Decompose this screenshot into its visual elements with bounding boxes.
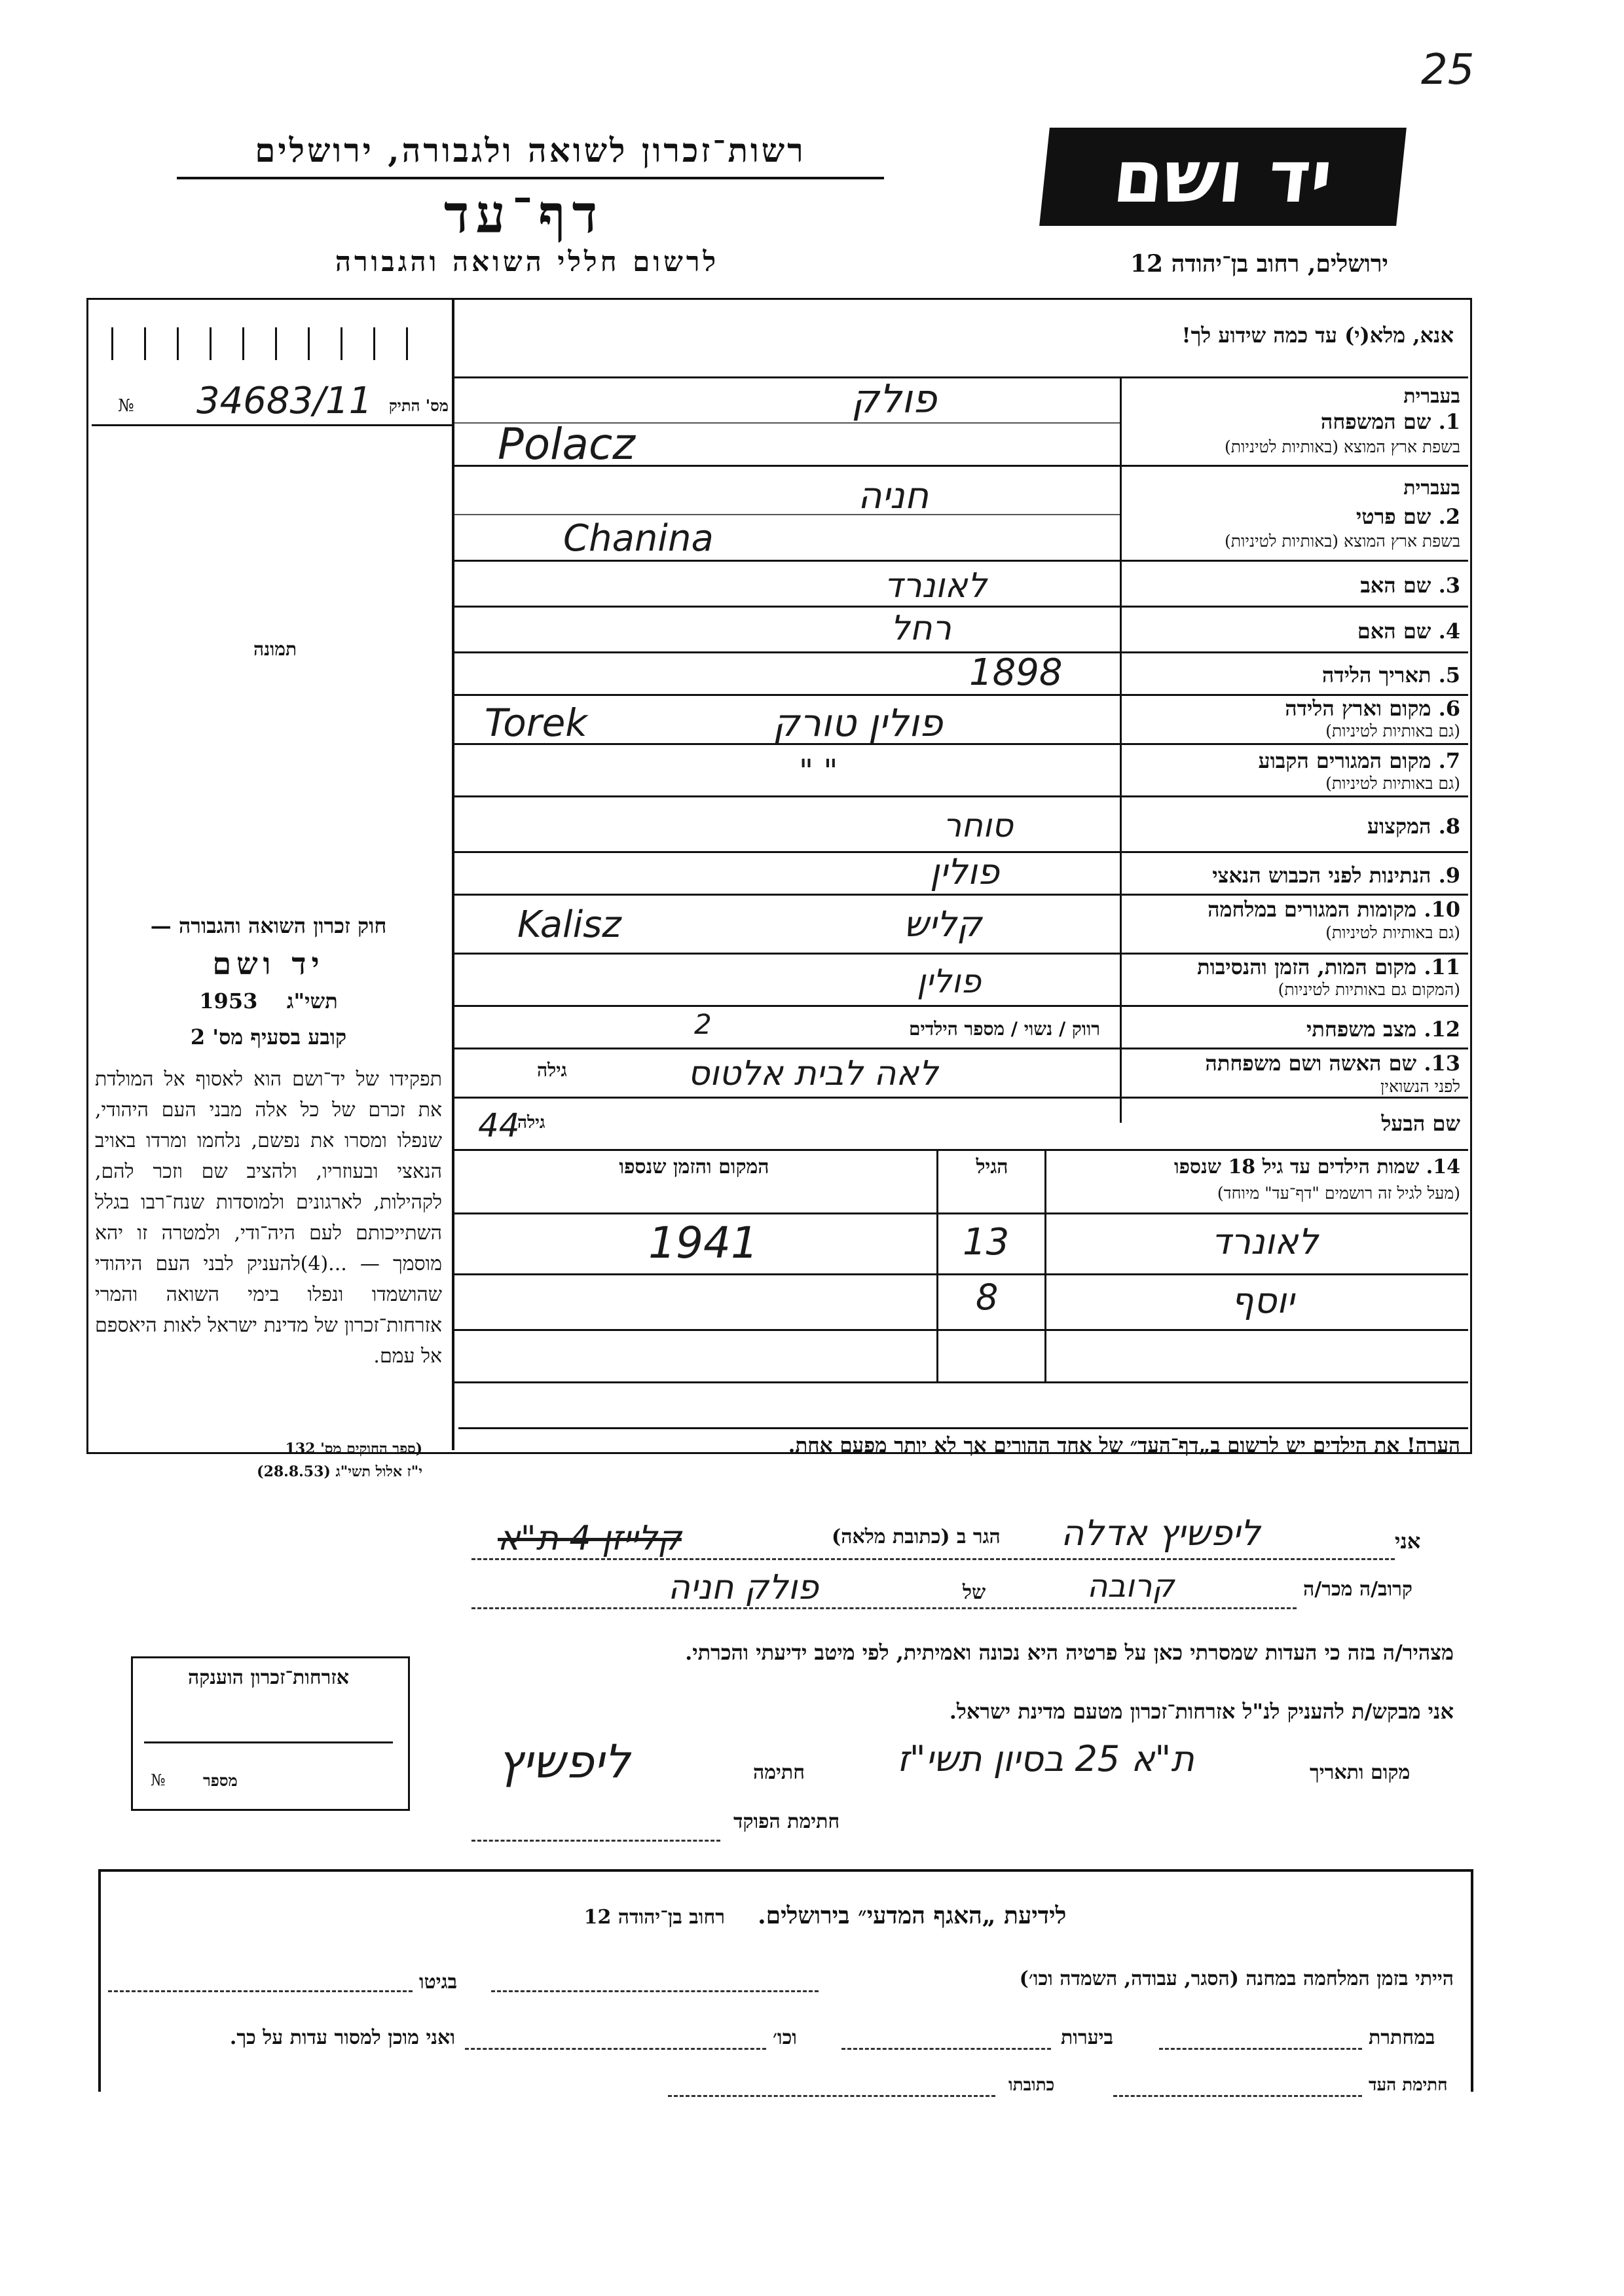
decl-address-value[interactable]: קלייזן 4 ת"א (498, 1519, 682, 1558)
row-line (454, 795, 1468, 797)
form-subtitle: לרשום חללי השואה והגבורה (335, 246, 720, 278)
field-2-sub: בשפת ארץ המוצא (באותיות לטיניות) (1225, 532, 1460, 551)
field-2-label-text: שם פרטי (1356, 504, 1431, 529)
bottom-line2-d: ואני מוכן למסור עדות על כך. (229, 2026, 455, 2049)
top-instruction: אנא, מלא(י) עד כמה שידוע לך! (1181, 323, 1454, 348)
citizenship-number-label: מספר (203, 1771, 238, 1790)
bottom-line2-c: וכו׳ (773, 2026, 797, 2049)
field-7-sub: (גם באותיות לטיניות) (1325, 774, 1460, 793)
law-box-section: קובע בסעיף מס' 2 (190, 1025, 347, 1049)
field-5-label-text: תאריך הלידה (1321, 663, 1431, 687)
decl-name-value[interactable]: ליפשיץ אדלה (1061, 1512, 1261, 1554)
field-8-label-text: המקצוע (1367, 814, 1431, 839)
field-2-value-hebrew[interactable]: חניה (858, 475, 929, 517)
law-box-source: (ספר החוקים מס' 132 (285, 1440, 422, 1457)
child-1-place[interactable]: 1941 (648, 1218, 758, 1268)
bottom-line2-field2 (841, 2048, 1051, 2050)
decl-place-date-label: מקום ותאריך (1310, 1761, 1411, 1784)
field-3-label (1120, 573, 1460, 598)
field-1-sub: בשפת ארץ המוצא (באותיות לטיניות) (1225, 437, 1460, 456)
decl-line-1 (471, 1558, 1395, 1560)
field-6-sub: (גם באותיות לטיניות) (1325, 721, 1460, 740)
serial-label: מס' התיק (388, 396, 449, 415)
bottom-title-row (458, 1902, 1192, 1929)
children-num: 14. (1426, 1156, 1460, 1178)
children-label-text: שמות הילדים עד גיל 18 שנספו (1173, 1156, 1420, 1178)
decl-place-date-value[interactable]: ת"א 25 בסיון תשי"ז (897, 1738, 1194, 1779)
field-12-value[interactable]: 2 (694, 1008, 712, 1040)
right-column-divider (452, 298, 454, 1450)
bottom-line1-a: הייתי בזמן המלחמה במחנה (הסגר, עבודה, השמדה וכו׳) (1019, 1967, 1454, 1990)
decl-signature-value[interactable]: ליפשיץ (498, 1735, 631, 1789)
field-8-label (1120, 814, 1460, 839)
law-box-year-he: תשי"ג (286, 989, 338, 1013)
form-title: דף־עד (443, 183, 604, 245)
children-row-line (454, 1212, 1468, 1214)
field-1-value-latin[interactable]: Polacz (498, 419, 635, 469)
decl-official-label: חתימת הפוקד (733, 1810, 840, 1833)
field-5-label (1120, 663, 1460, 687)
children-row-line (454, 1273, 1468, 1275)
field-10-value-hebrew[interactable]: קליש (904, 903, 982, 945)
bottom-line3-field2 (668, 2095, 995, 2097)
law-box-date: י"ז אלול תשי"ג (28.8.53) (257, 1463, 422, 1480)
husband-value[interactable]: 44 (478, 1106, 520, 1144)
decl-of-label: של (963, 1581, 986, 1604)
field-9-label (1120, 863, 1460, 888)
children-row-line (454, 1329, 1468, 1331)
field-12-label-text: מצב משפחתי (1306, 1017, 1417, 1042)
serial-prefix: № (118, 396, 134, 416)
children-col-name (1044, 1149, 1046, 1381)
decl-of-value[interactable]: פולק חניה (668, 1568, 819, 1607)
field-7-value[interactable]: " " (799, 753, 838, 790)
citizenship-box-title: אזרחות־זכרון הוענקה (187, 1666, 350, 1689)
bottom-line2-a: במחתרת (1369, 2026, 1435, 2049)
row-line (454, 894, 1468, 896)
field-4-label-text: שם האם (1357, 619, 1431, 644)
decl-request: אני מבקש/ת להעניק לנ"ל אזרחות־זכרון מטעם מדינת ישראל. (949, 1699, 1454, 1724)
field-13-label-text: שם האשה ושם משפחתה (1205, 1051, 1417, 1076)
field-6-label-text: מקום וארץ הלידה (1285, 696, 1431, 721)
field-8-value[interactable]: סוחר (943, 807, 1013, 845)
law-box-year (92, 989, 445, 1013)
field-6-value-latin[interactable]: Torek (485, 701, 587, 745)
field-9-label-text: הנתינות לפני הכבוש הנאצי (1212, 863, 1431, 888)
field-12-num: 12. (1424, 1017, 1460, 1042)
field-4-num: 4. (1438, 619, 1460, 644)
decl-statement: מצהיר/ה בזה כי העדות שמסרתי כאן על פרטיה היא נכונה ואמיתית, לפי מיטב ידיעתי והכרתי. (685, 1640, 1454, 1665)
field-1-hebrew-tag: בעברית (1403, 385, 1460, 408)
row-line (454, 606, 1468, 608)
field-10-value-latin[interactable]: Kalisz (517, 903, 621, 946)
citizenship-prefix: № (151, 1771, 166, 1789)
serial-underline (92, 424, 452, 426)
photo-label: תמונה (253, 638, 297, 660)
field-11-sub: (המקום גם באותיות לטיניות) (1278, 980, 1460, 999)
child-1-age[interactable]: 13 (963, 1221, 1010, 1264)
child-2-age[interactable]: 8 (976, 1277, 999, 1318)
children-col-age (936, 1149, 938, 1381)
bottom-line2-field3 (465, 2048, 766, 2050)
child-2-name[interactable]: יוסף (1231, 1280, 1295, 1321)
field-9-num: 9. (1438, 863, 1460, 888)
field-10-sub: (גם באותיות לטיניות) (1325, 923, 1460, 942)
bottom-title: לידיעת „האגף המדעי״ בירושלים. (758, 1902, 1067, 1929)
header-address: ירושלים, רחוב בן־יהודה 12 (1130, 250, 1388, 278)
row-line (454, 376, 1468, 378)
bottom-right-edge (1471, 1869, 1473, 2092)
law-box-name: יד ושם (212, 946, 325, 981)
row-line (454, 743, 1468, 745)
field-13-sub: לפני הנשואין (1380, 1077, 1460, 1096)
husband-label: שם הבעל (1381, 1111, 1460, 1136)
child-1-name[interactable]: לאונרד (1211, 1221, 1319, 1262)
law-box-body: תפקידו של יד־ושם הוא לאסוף אל המולדת את זכרם של כל אלה מבני העם היהודי, שנפלו ומסרו את נפשם, נלחמו ומרדו באויב הנאצי ובעוזריו, ולהציב שם וזכר להם, לקהילות, לארגונים ולמוסדות שנח־רבו בגלל השתייכותם לעם היה־ודי, ולמטרה זו יהא מוסמך — ...(4)להעניק לבני העם היהודי שהושמדו ונפלו בימי השואה והמרי אזרחות־זכרון של מדינת ישראל לאות היאספם אל עמם. (95, 1068, 443, 1368)
field-13-num: 13. (1424, 1051, 1460, 1076)
field-1-value-hebrew[interactable]: פולק (851, 376, 937, 422)
field-4-label (1120, 619, 1460, 644)
logo (1039, 128, 1407, 226)
row-line (454, 1005, 1468, 1007)
field-2-hebrew-tag: בעברית (1403, 477, 1460, 500)
bottom-left-edge (98, 1869, 101, 2092)
note-top-line (458, 1427, 1468, 1429)
decl-i-label: אני (1395, 1529, 1421, 1554)
authority-underline (177, 177, 884, 179)
bottom-line1-field2 (108, 1990, 413, 1992)
row-line (454, 1048, 1468, 1049)
bottom-line2-b: ביערות (1061, 2026, 1114, 2049)
bottom-line1-b: בגיטו (419, 1971, 458, 1994)
serial-ticks (111, 327, 439, 360)
law-box-year-num: 1953 (199, 989, 258, 1013)
field-7-label-text: מקום המגורים הקבוע (1258, 748, 1431, 773)
decl-relative-label: קרוב/ה מכר/ה (1303, 1578, 1412, 1601)
decl-signature-label: חתימה (753, 1761, 805, 1784)
decl-line-2 (471, 1607, 1297, 1609)
logo-text: יד ושם (1109, 135, 1337, 219)
bottom-address: רחוב בן־יהודה 12 (583, 1906, 725, 1929)
field-13-label (1120, 1051, 1460, 1076)
field-10-num: 10. (1424, 897, 1460, 922)
field-10-label (1120, 897, 1460, 922)
decl-lives-label: הגר ב (כתובת מלאה) (832, 1525, 1001, 1548)
field-7-label (1120, 748, 1460, 773)
children-age-header: הגיל (976, 1156, 1008, 1178)
field-3-num: 3. (1438, 573, 1460, 598)
field-5-value[interactable]: 1898 (969, 651, 1063, 694)
field-2-label (1120, 504, 1460, 529)
bottom-line3-field1 (1113, 2095, 1362, 2097)
field-7-num: 7. (1438, 748, 1460, 773)
field-4-value[interactable]: רחל (891, 609, 951, 648)
field-8-num: 8. (1438, 814, 1460, 839)
field-13-value[interactable]: לאה לבית אלטוס (688, 1054, 938, 1093)
children-label (1048, 1156, 1460, 1178)
bottom-line1-field (491, 1990, 819, 1992)
bottom-line3-b: כתובתו (1008, 2075, 1055, 2095)
field-12-options: רווק / נשוי / מספר הילדים (908, 1018, 1100, 1040)
field-1-label-text: שם המשפחה (1320, 409, 1431, 434)
row-line (454, 560, 1468, 562)
field-13-age-label: גילה (537, 1059, 567, 1081)
authority-name: רשות־זכרון לשואה ולגבורה, ירושלים (255, 131, 806, 170)
field-5-num: 5. (1438, 663, 1460, 687)
decl-line-3 (471, 1840, 720, 1842)
field-2-value-latin[interactable]: Chanina (563, 517, 714, 560)
field-1-label (1120, 409, 1460, 434)
bottom-divider (98, 1869, 1473, 1872)
page-number: 25 (1421, 46, 1475, 94)
bottom-line3-a: חתימת העד (1369, 2075, 1448, 2095)
field-9-value[interactable]: פולין (930, 851, 999, 892)
field-1-num: 1. (1438, 409, 1460, 434)
serial-value: 34683/11 (196, 380, 373, 422)
field-10-label-text: מקומות המגורים במלחמה (1208, 897, 1417, 922)
citizenship-box-line (144, 1741, 393, 1743)
field-6-label (1120, 696, 1460, 721)
field-2-num: 2. (1438, 504, 1460, 529)
field-6-num: 6. (1438, 696, 1460, 721)
law-box-title: חוק זכרון השואה והגבורה — (150, 913, 387, 938)
field-11-num: 11. (1424, 955, 1460, 979)
row-line (454, 651, 1468, 653)
children-row-line (454, 1381, 1468, 1383)
field-3-label-text: שם האב (1360, 573, 1431, 598)
field-12-label (1120, 1017, 1460, 1042)
row-line (454, 1097, 1468, 1099)
row-line (454, 1149, 1468, 1151)
field-11-label-text: מקום המות, הזמן והנסיבות (1197, 955, 1417, 979)
husband-born-label: גילה (517, 1113, 545, 1133)
decl-relation-value[interactable]: קרובה (1087, 1568, 1175, 1605)
field-3-value[interactable]: לאונרד (884, 566, 987, 606)
row-subline (454, 514, 1120, 515)
field-6-value-hebrew[interactable]: פולין טורק (773, 701, 943, 745)
children-place-header: המקום והזמן שנספו (619, 1156, 769, 1178)
note: הערה! את הילדים יש לרשום ב„דף־העד״ של אחד ההורים אך לא יותר מפעם אחת. (788, 1434, 1460, 1457)
field-11-value[interactable]: פולין (917, 962, 982, 1000)
bottom-line2-field1 (1159, 2048, 1362, 2050)
field-11-label (1120, 955, 1460, 979)
children-sub: (מעל לגיל זה רושמים "דף־עד" מיוחד) (1217, 1184, 1460, 1203)
